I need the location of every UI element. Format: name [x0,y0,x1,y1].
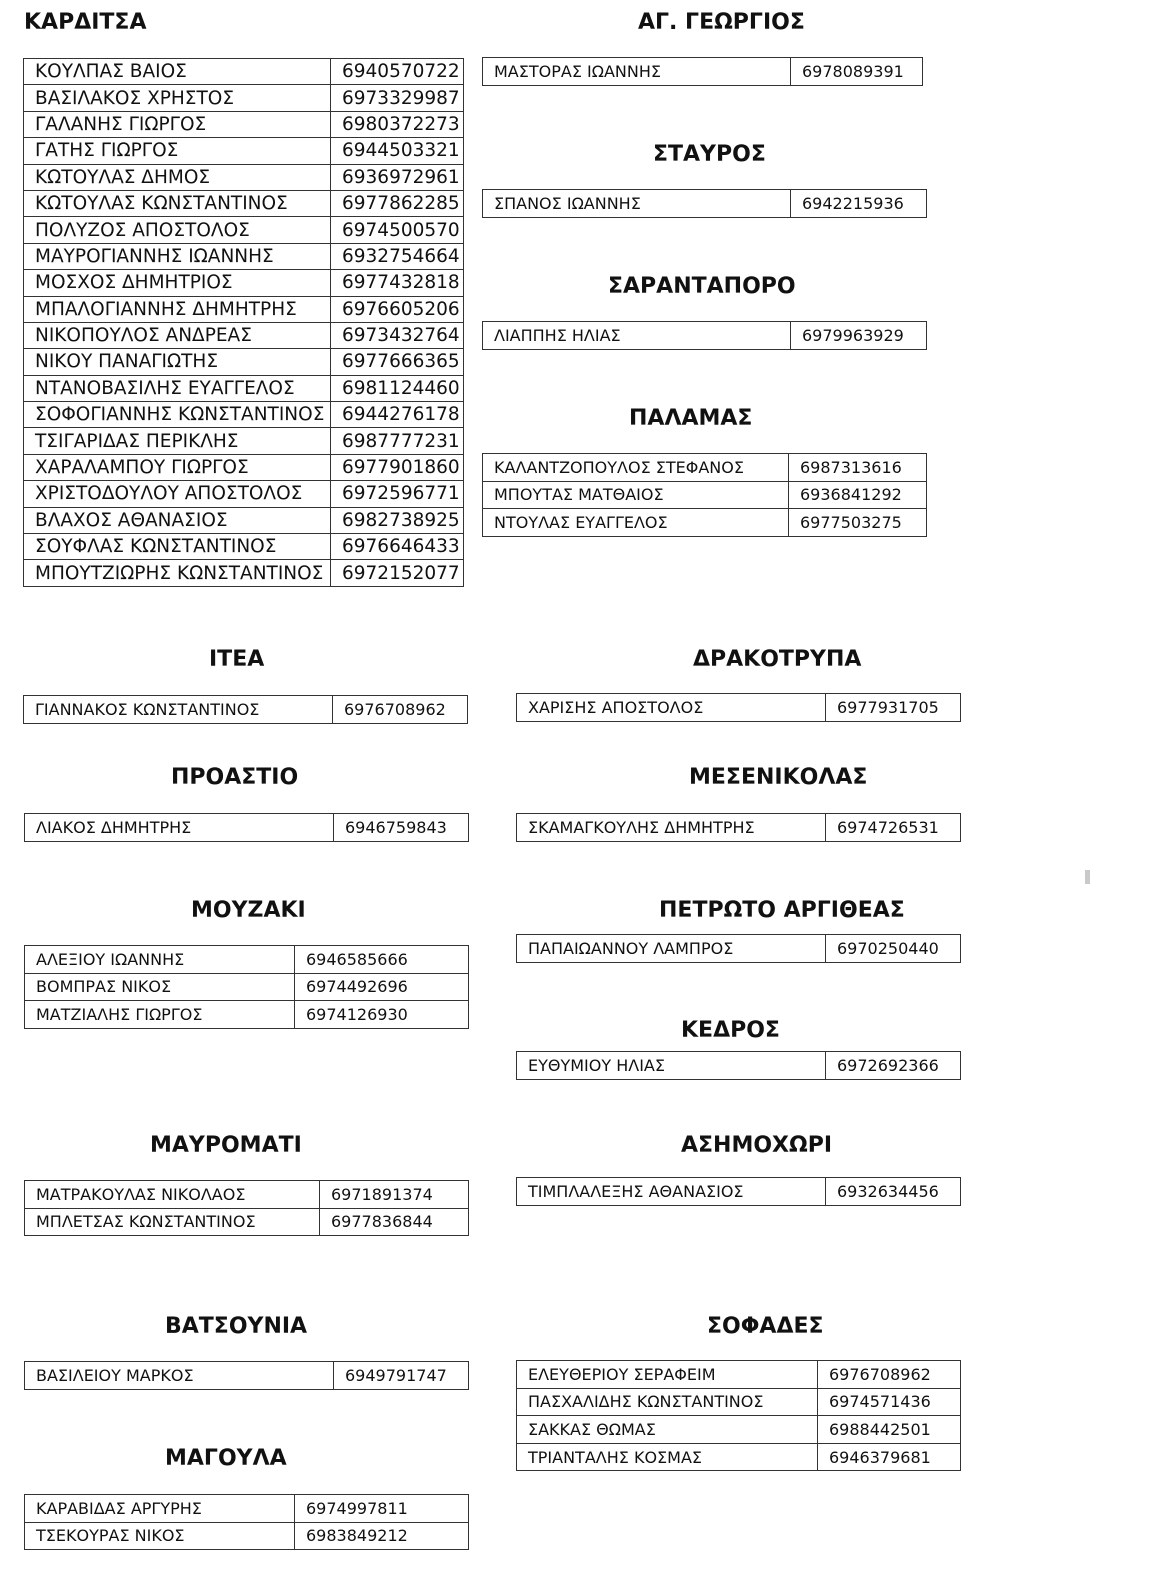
contact-phone: 6976605206 [331,296,464,322]
table-row [25,814,469,842]
table-row [483,481,927,509]
heading-mavromati: ΜΑΥΡΟΜΑΤΙ [150,1133,302,1158]
heading-ag-georgios: ΑΓ. ΓΕΩΡΓΙΟΣ [638,10,805,35]
contact-phone: 6972692366 [826,1052,961,1080]
contact-name: ΛΙΑΚΟΣ ΔΗΜΗΤΡΗΣ [25,814,334,842]
table-row [25,973,469,1001]
contact-phone: 6977901860 [331,454,464,480]
contact-name: ΜΑΥΡΟΓΙΑΝΝΗΣ ΙΩΑΝΝΗΣ [24,243,331,269]
contact-name: ΜΑΤΖΙΑΛΗΣ ΓΙΩΡΓΟΣ [25,1001,295,1029]
heading-proastio: ΠΡΟΑΣΤΙΟ [171,765,299,790]
table-row [24,296,464,322]
contact-phone: 6977931705 [826,694,961,722]
contact-phone: 6977862285 [331,190,464,216]
table-row [24,454,464,480]
table-row [517,935,961,963]
contact-name: ΠΟΛΥΖΟΣ ΑΠΟΣΤΟΛΟΣ [24,217,331,243]
contact-phone: 6976646433 [331,534,464,560]
heading-karditsa: ΚΑΡΔΙΤΣΑ [24,10,147,35]
contacts-table-drakotrypa [516,693,961,722]
heading-kedros: ΚΕΔΡΟΣ [681,1018,780,1043]
contact-name: ΒΑΣΙΛΕΙΟΥ ΜΑΡΚΟΣ [25,1362,334,1390]
contact-name: ΠΑΣΧΑΛΙΔΗΣ ΚΩΝΣΤΑΝΤΙΝΟΣ [517,1388,818,1416]
contact-phone: 6946585666 [295,946,469,974]
contact-phone: 6940570722 [331,59,464,85]
contact-phone: 6983849212 [295,1522,469,1550]
contact-name: ΓΙΑΝΝΑΚΟΣ ΚΩΝΣΤΑΝΤΙΝΟΣ [24,696,333,724]
contact-name: ΣΚΑΜΑΓΚΟΥΛΗΣ ΔΗΜΗΤΡΗΣ [517,814,826,842]
contacts-table-mouzaki [24,945,469,1029]
contact-name: ΣΠΑΝΟΣ ΙΩΑΝΝΗΣ [483,190,791,218]
contact-phone: 6944276178 [331,402,464,428]
contact-name: ΒΟΜΠΡΑΣ ΝΙΚΟΣ [25,973,295,1001]
contact-phone: 6978089391 [791,58,923,86]
contact-phone: 6973329987 [331,85,464,111]
heading-asimochori: ΑΣΗΜΟΧΩΡΙ [681,1133,833,1158]
table-row [517,1361,961,1389]
contact-phone: 6973432764 [331,322,464,348]
contact-phone: 6974126930 [295,1001,469,1029]
table-row [25,1208,469,1236]
contact-phone: 6932754664 [331,243,464,269]
table-row [24,190,464,216]
contacts-table-asimochori [516,1177,961,1206]
contact-name: ΤΣΙΓΑΡΙΔΑΣ ΠΕΡΙΚΛΗΣ [24,428,331,454]
table-row [24,534,464,560]
contact-phone: 6942215936 [791,190,927,218]
contacts-table-itea [23,695,468,724]
table-row [24,349,464,375]
contact-phone: 6974997811 [295,1495,469,1523]
contact-name: ΤΡΙΑΝΤΑΛΗΣ ΚΟΣΜΑΣ [517,1443,818,1471]
contact-name: ΚΩΤΟΥΛΑΣ ΚΩΝΣΤΑΝΤΙΝΟΣ [24,190,331,216]
table-row [25,1495,469,1523]
contact-phone: 6977503275 [789,509,927,537]
table-row [24,560,464,586]
table-row [517,814,961,842]
contact-phone: 6988442501 [818,1416,961,1444]
contact-name: ΒΑΣΙΛΑΚΟΣ ΧΡΗΣΤΟΣ [24,85,331,111]
table-row [483,322,927,350]
table-row [24,481,464,507]
contact-phone: 6936841292 [789,481,927,509]
contact-phone: 6987777231 [331,428,464,454]
contact-name: ΜΟΣΧΟΣ ΔΗΜΗΤΡΙΟΣ [24,270,331,296]
contact-phone: 6944503321 [331,138,464,164]
table-row [24,111,464,137]
contact-phone: 6946379681 [818,1443,961,1471]
heading-sarantaporo: ΣΑΡΑΝΤΑΠΟΡΟ [608,274,796,299]
heading-mouzaki: ΜΟΥΖΑΚΙ [191,898,306,923]
table-row [517,694,961,722]
table-row [24,164,464,190]
contacts-table-stavros [482,189,927,218]
contact-phone: 6974571436 [818,1388,961,1416]
table-row [24,85,464,111]
contacts-table-vatsounia [24,1361,469,1390]
contact-name: ΝΤΑΝΟΒΑΣΙΛΗΣ ΕΥΑΓΓΕΛΟΣ [24,375,331,401]
contact-phone: 6976708962 [333,696,468,724]
contact-name: ΚΑΡΑΒΙΔΑΣ ΑΡΓΥΡΗΣ [25,1495,295,1523]
contact-name: ΒΛΑΧΟΣ ΑΘΑΝΑΣΙΟΣ [24,507,331,533]
contacts-table-sofades [516,1360,961,1471]
table-row [517,1416,961,1444]
table-row [25,946,469,974]
contacts-table-mesenikolas [516,813,961,842]
table-row [25,1181,469,1209]
table-row [24,322,464,348]
contact-name: ΜΠΛΕΤΣΑΣ ΚΩΝΣΤΑΝΤΙΝΟΣ [25,1208,320,1236]
table-row [483,509,927,537]
heading-palamas: ΠΑΛΑΜΑΣ [629,406,753,431]
table-row [517,1052,961,1080]
contact-name: ΜΠΟΥΤΖΙΩΡΗΣ ΚΩΝΣΤΑΝΤΙΝΟΣ [24,560,331,586]
contact-name: ΤΙΜΠΛΑΛΕΞΗΣ ΑΘΑΝΑΣΙΟΣ [517,1178,826,1206]
contact-name: ΜΠΟΥΤΑΣ ΜΑΤΘΑΙΟΣ [483,481,789,509]
table-row [483,454,927,482]
contact-name: ΜΑΣΤΟΡΑΣ ΙΩΑΝΝΗΣ [483,58,791,86]
table-row [24,428,464,454]
table-row [517,1443,961,1471]
contact-name: ΠΑΠΑΙΩΑΝΝΟΥ ΛΑΜΠΡΟΣ [517,935,826,963]
heading-sofades: ΣΟΦΑΔΕΣ [707,1314,824,1339]
contacts-table-ag-georgios [482,57,923,86]
heading-mesenikolas: ΜΕΣΕΝΙΚΟΛΑΣ [689,765,868,790]
contacts-table-petroto-argitheas [516,934,961,963]
contact-phone: 6981124460 [331,375,464,401]
contact-name: ΧΡΙΣΤΟΔΟΥΛΟΥ ΑΠΟΣΤΟΛΟΣ [24,481,331,507]
contacts-table-mavromati [24,1180,469,1236]
table-row [24,243,464,269]
table-row [25,1362,469,1390]
contact-phone: 6972596771 [331,481,464,507]
contact-name: ΓΑΛΑΝΗΣ ΓΙΩΡΓΟΣ [24,111,331,137]
contact-name: ΑΛΕΞΙΟΥ ΙΩΑΝΝΗΣ [25,946,295,974]
contact-phone: 6987313616 [789,454,927,482]
contact-name: ΧΑΡΑΛΑΜΠΟΥ ΓΙΩΡΓΟΣ [24,454,331,480]
table-row [483,190,927,218]
contact-name: ΧΑΡΙΣΗΣ ΑΠΟΣΤΟΛΟΣ [517,694,826,722]
contact-phone: 6974726531 [826,814,961,842]
contact-phone: 6974500570 [331,217,464,243]
table-row [24,217,464,243]
table-row [24,402,464,428]
heading-magoula: ΜΑΓΟΥΛΑ [165,1446,287,1471]
heading-itea: ΙΤΕΑ [209,647,265,672]
contact-name: ΛΙΑΠΠΗΣ ΗΛΙΑΣ [483,322,791,350]
heading-drakotrypa: ΔΡΑΚΟΤΡΥΠΑ [693,647,862,672]
contact-name: ΕΛΕΥΘΕΡΙΟΥ ΣΕΡΑΦΕΙΜ [517,1361,818,1389]
table-row [24,507,464,533]
table-row [24,375,464,401]
heading-stavros: ΣΤΑΥΡΟΣ [653,142,766,167]
contact-name: ΝΙΚΟΠΟΥΛΟΣ ΑΝΔΡΕΑΣ [24,322,331,348]
contact-name: ΕΥΘΥΜΙΟΥ ΗΛΙΑΣ [517,1052,826,1080]
contact-name: ΣΟΦΟΓΙΑΝΝΗΣ ΚΩΝΣΤΑΝΤΙΝΟΣ [24,402,331,428]
table-row [25,1001,469,1029]
contact-phone: 6970250440 [826,935,961,963]
contacts-table-proastio [24,813,469,842]
contact-phone: 6946759843 [334,814,469,842]
table-row [517,1388,961,1416]
contact-name: ΓΑΤΗΣ ΓΙΩΡΓΟΣ [24,138,331,164]
table-row [24,59,464,85]
contacts-table-kedros [516,1051,961,1080]
contacts-table-magoula [24,1494,469,1550]
contact-name: ΤΣΕΚΟΥΡΑΣ ΝΙΚΟΣ [25,1522,295,1550]
contacts-table-sarantaporo [482,321,927,350]
contact-phone: 6982738925 [331,507,464,533]
contact-phone: 6977666365 [331,349,464,375]
table-row [24,696,468,724]
contact-name: ΣΟΥΦΛΑΣ ΚΩΝΣΤΑΝΤΙΝΟΣ [24,534,331,560]
heading-petroto-argitheas: ΠΕΤΡΩΤΟ ΑΡΓΙΘΕΑΣ [659,898,905,923]
table-row [24,138,464,164]
contact-name: ΝΙΚΟΥ ΠΑΝΑΓΙΩΤΗΣ [24,349,331,375]
contact-name: ΜΑΤΡΑΚΟΥΛΑΣ ΝΙΚΟΛΑΟΣ [25,1181,320,1209]
contact-phone: 6977836844 [320,1208,469,1236]
contact-name: ΜΠΑΛΟΓΙΑΝΝΗΣ ΔΗΜΗΤΡΗΣ [24,296,331,322]
scrollbar-marker [1085,870,1090,884]
contact-name: ΚΟΥΛΠΑΣ ΒΑΙΟΣ [24,59,331,85]
table-row [483,58,923,86]
contact-phone: 6949791747 [334,1362,469,1390]
contact-phone: 6936972961 [331,164,464,190]
contact-name: ΚΑΛΑΝΤΖΟΠΟΥΛΟΣ ΣΤΕΦΑΝΟΣ [483,454,789,482]
contact-phone: 6977432818 [331,270,464,296]
contacts-table-karditsa [23,58,464,587]
contact-phone: 6974492696 [295,973,469,1001]
table-row [25,1522,469,1550]
contact-phone: 6972152077 [331,560,464,586]
contact-phone: 6932634456 [826,1178,961,1206]
heading-vatsounia: ΒΑΤΣΟΥΝΙΑ [165,1314,308,1339]
contacts-table-palamas [482,453,927,537]
contact-phone: 6971891374 [320,1181,469,1209]
contact-phone: 6980372273 [331,111,464,137]
table-row [24,270,464,296]
contact-phone: 6976708962 [818,1361,961,1389]
contact-name: ΚΩΤΟΥΛΑΣ ΔΗΜΟΣ [24,164,331,190]
table-row [517,1178,961,1206]
contact-name: ΝΤΟΥΛΑΣ ΕΥΑΓΓΕΛΟΣ [483,509,789,537]
contact-phone: 6979963929 [791,322,927,350]
contact-name: ΣΑΚΚΑΣ ΘΩΜΑΣ [517,1416,818,1444]
